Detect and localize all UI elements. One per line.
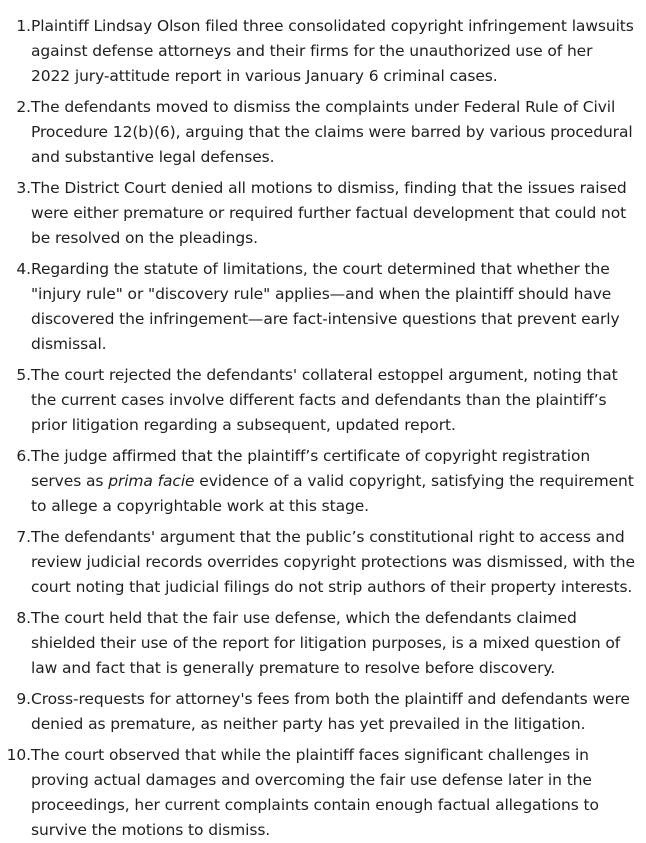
list-item [0, 14, 636, 89]
item-text: The District Court denied all motions to dismiss, finding that the issues raised were either premature or required further factual development that could not be resolved on the pleadings. [31, 179, 627, 247]
item-text: The defendants moved to dismiss the complaints under Federal Rule of Civil Procedure 12(b)(6), arguing that the claims were barred by various procedural and substantive legal defenses. [31, 98, 633, 166]
list-item [0, 95, 636, 170]
item-text: Regarding the statute of limitations, the court determined that whether the "injury rule" or "discovery rule" applies—and when the plaintiff should have discovered the infringement—are fact-intensive questions that prevent early dismissal. [31, 260, 620, 353]
list-item [0, 176, 636, 251]
item-text-italic: prima facie [108, 472, 195, 490]
list-item [0, 606, 636, 681]
list-item [0, 257, 636, 357]
item-text: Plaintiff Lindsay Olson filed three consolidated copyright infringement lawsuits against defense attorneys and their firms for the unauthorized use of her 2022 jury-attitude report in various January 6 criminal cases. [31, 17, 634, 85]
item-text [31, 444, 636, 519]
list-item [0, 363, 636, 438]
list-item [0, 687, 636, 737]
item-text: Cross-requests for attorney's fees from both the plaintiff and defendants were denied as premature, as neither party has yet prevailed in the litigation. [31, 690, 630, 733]
item-number: 3. [16, 179, 31, 197]
item-number: 4. [16, 260, 31, 278]
list-item [0, 525, 636, 600]
item-number: 6. [16, 447, 31, 465]
item-number: 7. [16, 528, 31, 546]
item-number: 5. [16, 366, 31, 384]
item-text: The defendants' argument that the public’s constitutional right to access and review judicial records overrides copyright protections was dismissed, with the court noting that judicial filings do not strip authors of their property interests. [31, 528, 635, 596]
item-number: 10. [6, 746, 31, 764]
item-text-after: evidence of a valid copyright, satisfying the requirement to allege a copyrightable work at this stage. [31, 472, 634, 515]
list-item [0, 444, 636, 519]
item-number: 8. [16, 609, 31, 627]
item-text: The court rejected the defendants' collateral estoppel argument, noting that the current cases involve different facts and defendants than the plaintiff’s prior litigation regarding a subsequent, updated report. [31, 366, 618, 434]
list-item [0, 743, 636, 843]
item-number: 9. [16, 690, 31, 708]
item-number: 2. [16, 98, 31, 116]
item-text-before: The judge affirmed that the plaintiff’s certificate of copyright registration serves as [31, 447, 591, 490]
item-number: 1. [16, 17, 31, 35]
item-text: The court observed that while the plaintiff faces significant challenges in proving actual damages and overcoming the fair use defense later in the proceedings, her current complaints contain enough factual allegations to survive the motions to dismiss. [31, 746, 599, 839]
item-text: The court held that the fair use defense, which the defendants claimed shielded their use of the report for litigation purposes, is a mixed question of law and fact that is generally premature to resolve before discovery. [31, 609, 621, 677]
